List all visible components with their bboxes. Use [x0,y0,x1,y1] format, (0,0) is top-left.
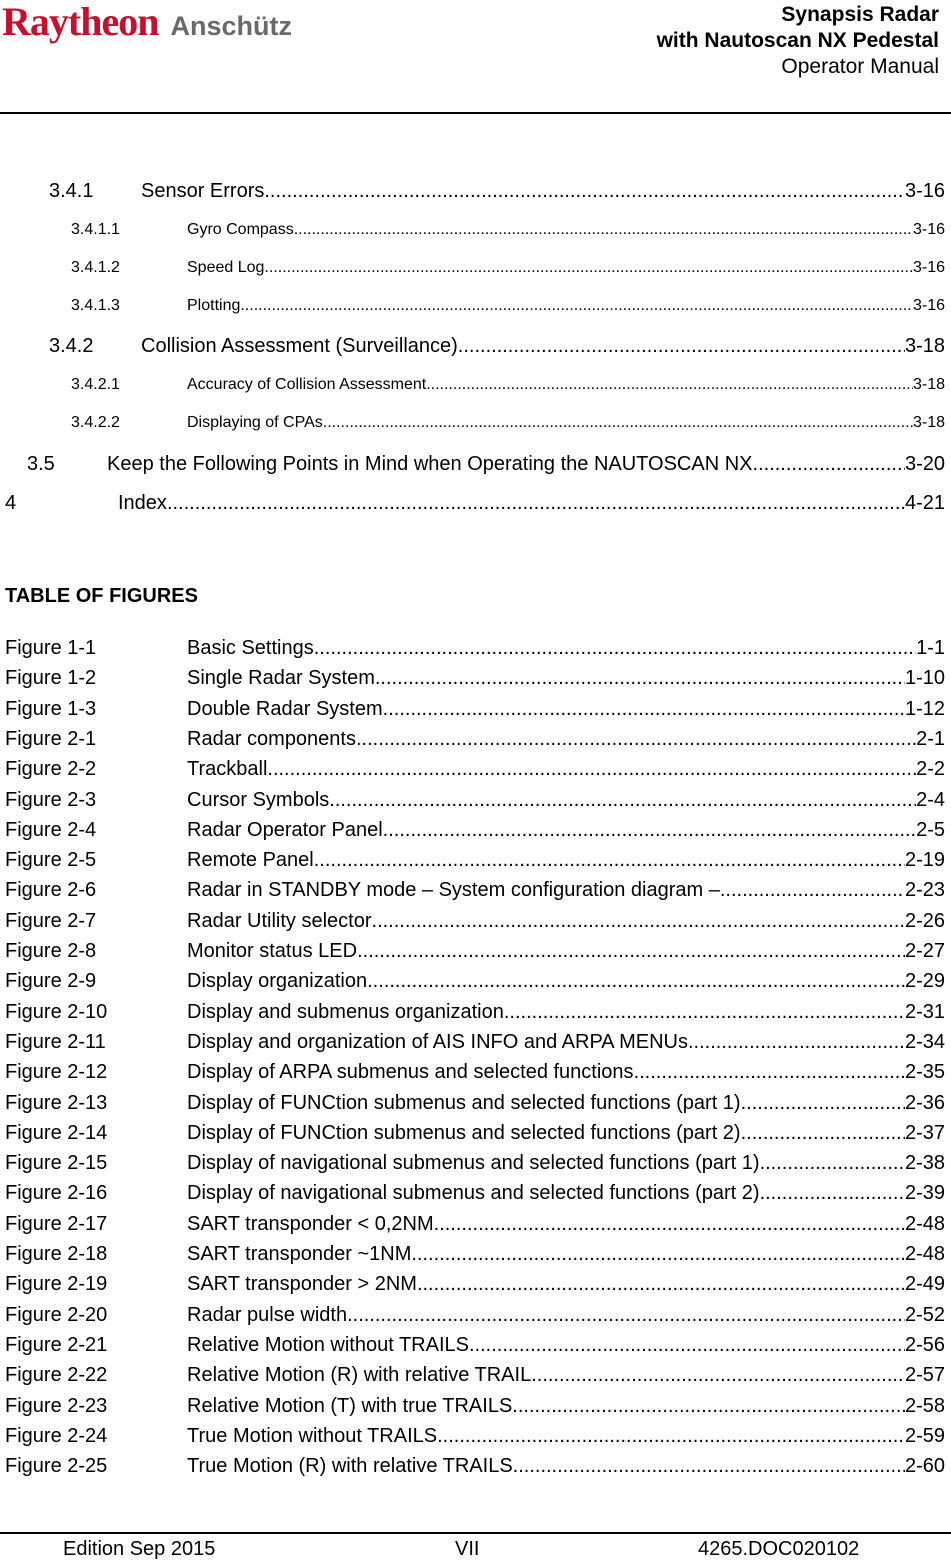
toc-entry-number: 3.4.1.2 [71,259,120,276]
figure-entry[interactable] [5,970,945,993]
toc-entry-number: 3.4.2.1 [71,376,120,393]
header-line-3: Operator Manual [781,55,939,78]
figure-leader [383,698,905,721]
figure-entry[interactable] [5,728,945,751]
figure-page: 2-27 [904,940,945,962]
figure-title: Radar Operator Panel [187,819,383,841]
figure-leader [504,1001,905,1024]
figure-leader [347,1304,905,1327]
figure-number: Figure 2-11 [5,1031,106,1053]
figure-leader [634,1061,905,1084]
figure-title: Basic Settings [187,637,314,659]
figure-number: Figure 2-16 [5,1182,108,1204]
figure-title: Display of FUNCtion submenus and selected functions (part 1) [187,1092,741,1114]
toc-entry-number: 3.4.2 [49,335,94,357]
figure-leader [741,1092,905,1115]
figure-page: 2-56 [904,1334,945,1356]
figure-entry[interactable] [5,879,945,902]
toc-entry-title: Displaying of CPAs [187,414,323,431]
figure-title: Relative Motion (R) with relative TRAIL [187,1364,532,1386]
figure-title: Display of ARPA submenus and selected functions [187,1061,634,1083]
figure-entry[interactable] [5,910,945,933]
figure-leader [329,789,916,812]
figure-number: Figure 2-21 [5,1334,108,1356]
toc-entry[interactable] [71,297,945,315]
figure-entry[interactable] [5,1304,945,1327]
figure-page: 2-49 [904,1273,945,1295]
figure-title: Display and submenus organization [187,1001,504,1023]
figure-number: Figure 2-2 [5,758,97,780]
toc-entry-page: 3-16 [912,221,945,238]
header-line-1: Synapsis Radar [781,3,939,26]
toc-entry-number: 3.4.1.3 [71,297,120,314]
figure-leader [760,1152,905,1175]
toc-leader [167,492,905,515]
figure-entry[interactable] [5,1213,945,1236]
toc-entry-page: 3-16 [912,259,945,276]
toc-leader [264,259,913,277]
figure-entry[interactable] [5,1122,945,1145]
figure-page: 2-60 [904,1455,945,1477]
figure-number: Figure 2-4 [5,819,97,841]
figure-entry[interactable] [5,849,945,872]
figure-number: Figure 2-13 [5,1092,108,1114]
figure-title: SART transponder < 0,2NM [187,1213,434,1235]
figure-leader [357,940,905,963]
figure-number: Figure 2-24 [5,1425,108,1447]
company-logo [2,2,292,42]
figure-number: Figure 2-20 [5,1304,108,1326]
figure-page: 2-39 [904,1182,945,1204]
figure-entry[interactable] [5,698,945,721]
toc-entry[interactable] [71,414,945,432]
figure-entry[interactable] [5,1364,945,1387]
toc-leader [294,221,913,239]
figure-entry[interactable] [5,789,945,812]
figure-leader [688,1031,905,1054]
figure-title: Display organization [187,970,368,992]
figure-number: Figure 2-25 [5,1455,108,1477]
figure-title: True Motion without TRAILS [187,1425,438,1447]
figure-page: 2-48 [904,1243,945,1265]
figure-number: Figure 2-8 [5,940,97,962]
figure-leader [411,1243,905,1266]
figure-leader [513,1455,905,1478]
toc-entry-page: 3-20 [904,453,945,475]
figure-entry[interactable] [5,1001,945,1024]
toc-entry-number: 4 [5,492,17,514]
figure-page: 2-23 [904,879,945,901]
toc-leader [240,297,913,315]
toc-entry-title: Plotting [187,297,241,314]
figure-leader [375,667,905,690]
header-line-2: with Nautoscan NX Pedestal [656,29,939,52]
toc-entry-number: 3.4.2.2 [71,414,120,431]
figure-title: True Motion (R) with relative TRAILS [187,1455,513,1477]
toc-entry-title: Sensor Errors [141,180,265,202]
toc-leader [458,335,905,358]
figure-leader [372,910,905,933]
figure-title: Remote Panel [187,849,314,871]
figure-title: Single Radar System [187,667,375,689]
toc-entry-title: Accuracy of Collision Assessment [187,376,427,393]
figure-leader [314,849,905,872]
figure-number: Figure 2-19 [5,1273,108,1295]
figure-title: Radar components [187,728,356,750]
figure-number: Figure 2-7 [5,910,97,932]
figure-number: Figure 2-23 [5,1395,108,1417]
figure-page: 2-58 [904,1395,945,1417]
toc-leader [753,453,905,476]
toc-entry[interactable] [27,453,945,476]
toc-entry-title: Collision Assessment (Surveillance) [141,335,458,357]
figure-title: Radar in STANDBY mode – System configuration diagram – [187,879,720,901]
figure-entry[interactable] [5,1455,945,1478]
figure-title: Display of navigational submenus and selected functions (part 2) [187,1182,760,1204]
figure-entry[interactable] [5,819,945,842]
figure-page: 2-36 [904,1092,945,1114]
figure-leader [267,758,916,781]
figure-leader [437,1425,905,1448]
figure-page: 2-48 [904,1213,945,1235]
figure-number: Figure 2-9 [5,970,97,992]
figures-heading: TABLE OF FIGURES [5,585,198,607]
figure-page: 2-26 [904,910,945,932]
footer-document-id: 4265.DOC020102 [698,1538,860,1560]
toc-entry-page: 3-18 [904,335,945,357]
figure-number: Figure 2-17 [5,1213,108,1235]
figure-page: 1-10 [904,667,945,689]
toc-entry-page: 3-18 [912,376,945,393]
toc-entry[interactable] [71,221,945,239]
toc-entry-number: 3.4.1.1 [71,221,120,238]
figure-number: Figure 2-10 [5,1001,108,1023]
figure-page: 2-52 [904,1304,945,1326]
figure-leader [469,1334,905,1357]
figure-page: 1-1 [916,637,945,659]
figure-number: Figure 1-2 [5,667,97,689]
footer-edition: Edition Sep 2015 [63,1538,216,1560]
toc-entry[interactable] [49,335,945,358]
figure-number: Figure 2-6 [5,879,97,901]
figure-title: Display of FUNCtion submenus and selected functions (part 2) [187,1122,741,1144]
figure-page: 2-37 [904,1122,945,1144]
figure-leader [531,1364,905,1387]
figure-title: Trackball [187,758,268,780]
toc-entry-title: Gyro Compass [187,221,294,238]
figure-title: SART transponder ~1NM [187,1243,412,1265]
logo-anschutz: Anschütz [170,11,292,41]
figure-entry[interactable] [5,1182,945,1205]
figure-title: SART transponder > 2NM [187,1273,417,1295]
figure-page: 2-35 [904,1061,945,1083]
toc-leader [323,414,913,432]
figure-page: 2-4 [916,789,945,811]
toc-entry[interactable] [71,376,945,394]
figure-entry[interactable] [5,1425,945,1448]
figure-entry[interactable] [5,1395,945,1418]
figure-entry[interactable] [5,637,945,660]
figure-entry[interactable] [5,940,945,963]
figure-leader [356,728,916,751]
figure-page: 2-31 [904,1001,945,1023]
toc-entry-title: Speed Log [187,259,265,276]
figure-page: 2-57 [904,1364,945,1386]
toc-entry-title: Index [118,492,167,514]
figure-title: Relative Motion without TRAILS [187,1334,469,1356]
figure-leader [512,1395,905,1418]
figure-page: 2-59 [904,1425,945,1447]
toc-entry[interactable] [71,259,945,277]
figure-number: Figure 2-12 [5,1061,108,1083]
toc-entry-title: Keep the Following Points in Mind when Operating the NAUTOSCAN NX [107,453,753,475]
figure-entry[interactable] [5,758,945,781]
figure-page: 2-1 [916,728,945,750]
figure-page: 2-2 [916,758,945,780]
figure-number: Figure 2-15 [5,1152,108,1174]
figure-number: Figure 2-14 [5,1122,108,1144]
figure-page: 1-12 [904,698,945,720]
figure-page: 2-19 [904,849,945,871]
figure-leader [383,819,916,842]
toc-leader [426,376,913,394]
figure-entry[interactable] [5,1092,945,1115]
figure-entry[interactable] [5,1334,945,1357]
figure-number: Figure 2-3 [5,789,97,811]
figure-number: Figure 2-22 [5,1364,108,1386]
figure-entry[interactable] [5,1031,945,1054]
footer-rule [0,1532,951,1534]
figure-title: Relative Motion (T) with true TRAILS [187,1395,513,1417]
figure-title: Radar pulse width [187,1304,348,1326]
figure-title: Monitor status LED [187,940,358,962]
figure-title: Radar Utility selector [187,910,372,932]
toc-entry-number: 3.4.1 [49,180,94,202]
figure-leader [434,1213,905,1236]
toc-entry-number: 3.5 [27,453,55,475]
figure-leader [314,637,916,660]
figure-entry[interactable] [5,1243,945,1266]
figure-leader [367,970,905,993]
document-header [657,2,939,80]
figure-title: Double Radar System [187,698,383,720]
figure-leader [720,879,905,902]
figure-entry[interactable] [5,667,945,690]
figure-leader [760,1182,905,1205]
toc-entry-page: 3-16 [912,297,945,314]
figure-entry[interactable] [5,1061,945,1084]
toc-entry-page: 3-16 [904,180,945,202]
toc-entry-page: 3-18 [912,414,945,431]
toc-entry-page: 4-21 [904,492,945,514]
figure-title: Display of navigational submenus and selected functions (part 1) [187,1152,760,1174]
figure-number: Figure 1-3 [5,698,97,720]
figure-leader [417,1273,905,1296]
figure-page: 2-34 [904,1031,945,1053]
figure-page: 2-5 [916,819,945,841]
figure-number: Figure 1-1 [5,637,97,659]
toc-entry[interactable] [5,492,945,515]
figure-number: Figure 2-18 [5,1243,108,1265]
figure-entry[interactable] [5,1152,945,1175]
toc-leader [264,180,905,203]
figure-entry[interactable] [5,1273,945,1296]
logo-raytheon: Raytheon [2,0,159,44]
figure-number: Figure 2-5 [5,849,97,871]
toc-entry[interactable] [49,180,945,203]
figure-title: Cursor Symbols [187,789,330,811]
figure-page: 2-38 [904,1152,945,1174]
figure-title: Display and organization of AIS INFO and ARPA MENUs [187,1031,688,1053]
footer-page-number: VII [455,1538,480,1560]
figure-number: Figure 2-1 [5,728,97,750]
figure-page: 2-29 [904,970,945,992]
figure-leader [741,1122,905,1145]
header-rule [0,112,951,114]
